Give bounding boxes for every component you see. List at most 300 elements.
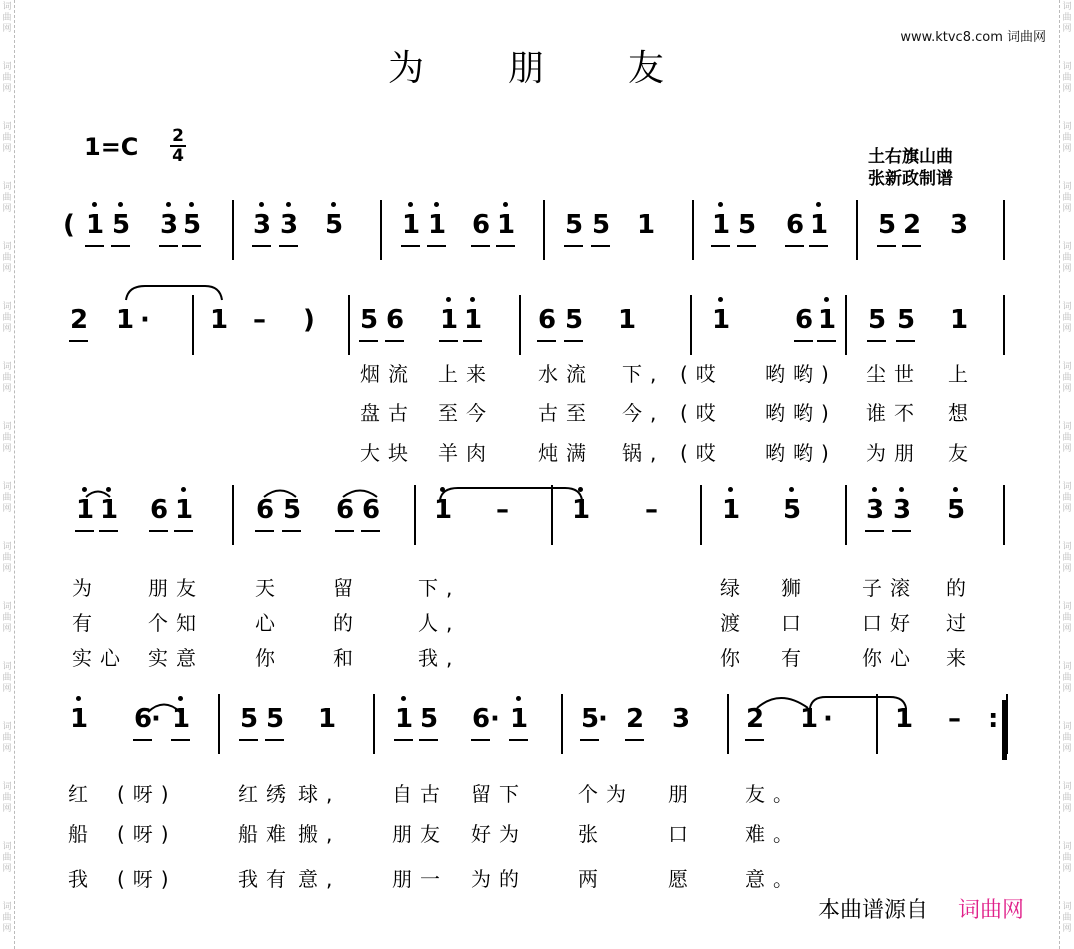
edge-watermark-label: 词 曲 网 (1062, 122, 1072, 154)
lyric-word: (哎 (680, 441, 724, 465)
lyric-word: 上来 (438, 362, 494, 386)
barline (551, 485, 553, 545)
edge-watermark-label: 词 曲 网 (1062, 302, 1072, 334)
note: 5 (565, 305, 584, 335)
high-octave-dot (718, 297, 723, 302)
note: – (645, 495, 658, 525)
song-title-char-1: 为 (388, 48, 425, 89)
barline (561, 694, 563, 754)
lyric-word: 朋友 (148, 576, 204, 600)
eighth-underline (496, 245, 515, 247)
eighth-underline (471, 245, 490, 247)
note: 3 (253, 210, 272, 240)
eighth-underline (463, 340, 482, 342)
edge-watermark-label: 词 曲 网 (2, 62, 12, 94)
note: 1 (497, 210, 516, 240)
lyric-word: 我有 (238, 867, 294, 891)
barline (845, 295, 847, 355)
note: 1 (116, 305, 135, 335)
note: 1 (712, 305, 731, 335)
note: 1 (895, 704, 914, 734)
barline (700, 485, 702, 545)
note: 6 (472, 210, 491, 240)
note: 3 (280, 210, 299, 240)
barline (690, 295, 692, 355)
lyric-word: 的 (333, 611, 361, 635)
eighth-underline (279, 245, 298, 247)
note: – (253, 305, 266, 335)
lyric-word: 朋一 (392, 867, 448, 891)
edge-watermark-label: 词 曲 网 (2, 242, 12, 274)
edge-watermark-label: 词 曲 网 (1062, 362, 1072, 394)
note: 1 (76, 495, 95, 525)
note: 5 (565, 210, 584, 240)
note: 2 (903, 210, 922, 240)
note: 5 (183, 210, 202, 240)
eighth-underline (149, 530, 168, 532)
edge-watermark-label: 词 曲 网 (2, 722, 12, 754)
lyric-word: 难。 (745, 822, 801, 846)
lyric-word: 下, (622, 362, 665, 386)
note: 1 (395, 704, 414, 734)
note: 6 (150, 495, 169, 525)
eighth-underline (591, 245, 610, 247)
high-octave-dot (516, 696, 521, 701)
note: 3 (950, 210, 969, 240)
lyric-word: 搬, (298, 822, 341, 846)
lyric-word: 为 (72, 576, 100, 600)
lyric-word: 好为 (471, 822, 527, 846)
high-octave-dot (118, 202, 123, 207)
lyric-word: 留下 (471, 782, 527, 806)
note: 3 (672, 704, 691, 734)
lyric-word: 口 (668, 822, 696, 846)
lyric-word: 的 (946, 576, 974, 600)
note: 1 (172, 704, 191, 734)
eighth-underline (537, 340, 556, 342)
eighth-underline (394, 739, 413, 741)
eighth-underline (737, 245, 756, 247)
lyric-word: 渡 (720, 611, 748, 635)
note: · (151, 704, 161, 734)
note: 1 (440, 305, 459, 335)
high-octave-dot (434, 202, 439, 207)
barline (348, 295, 350, 355)
high-octave-dot (401, 696, 406, 701)
high-octave-dot (178, 696, 183, 701)
eighth-underline (239, 739, 258, 741)
eighth-underline (809, 245, 828, 247)
barline (373, 694, 375, 754)
eighth-underline (564, 245, 583, 247)
note: 2 (70, 305, 89, 335)
note: 2 (746, 704, 765, 734)
lyric-word: 想 (948, 401, 976, 425)
eighth-underline (794, 340, 813, 342)
lyric-word: 友 (948, 441, 976, 465)
lyric-word: 哟哟) (765, 362, 837, 386)
edge-watermark-label: 词 曲 网 (1062, 782, 1072, 814)
high-octave-dot (446, 297, 451, 302)
eighth-underline (359, 340, 378, 342)
lyric-word: 留 (333, 576, 361, 600)
lyric-word: 意。 (745, 867, 801, 891)
eighth-underline (471, 739, 490, 741)
note: 1 (722, 495, 741, 525)
lyric-word: 自古 (392, 782, 448, 806)
lyric-word: 我 (68, 867, 96, 891)
note: · (490, 704, 500, 734)
final-barline (1002, 700, 1007, 760)
high-octave-dot (899, 487, 904, 492)
barline (845, 485, 847, 545)
edge-watermark-label: 词 曲 网 (1062, 62, 1072, 94)
note: 5 (868, 305, 887, 335)
note: 5 (283, 495, 302, 525)
lyric-word: 水流 (538, 362, 594, 386)
note: 5 (592, 210, 611, 240)
edge-watermark-label: 词 曲 网 (1062, 182, 1072, 214)
lyric-word: 上 (948, 362, 976, 386)
eighth-underline (419, 739, 438, 741)
lyric-word: 朋 (668, 782, 696, 806)
lyric-word: 个为 (578, 782, 634, 806)
lyric-word: 来 (946, 646, 974, 670)
edge-watermark-label: 词 曲 网 (2, 422, 12, 454)
edge-watermark-label: 词 曲 网 (1062, 662, 1072, 694)
edge-watermark-label: 词 曲 网 (1062, 542, 1072, 574)
barline (1003, 485, 1005, 545)
key-signature: 1=C (84, 133, 139, 161)
eighth-underline (892, 530, 911, 532)
lyric-word: 你心 (862, 646, 918, 670)
eighth-underline (580, 739, 599, 741)
edge-watermark-label: 词 曲 网 (2, 2, 12, 34)
note: · (823, 704, 833, 734)
barline (232, 485, 234, 545)
edge-watermark-label: 词 曲 网 (1062, 902, 1072, 934)
source-link[interactable]: 词曲网 (958, 898, 1025, 923)
note: 1 (86, 210, 105, 240)
note: 5 (325, 210, 344, 240)
lyric-word: 炖满 (538, 441, 594, 465)
lyric-word: 我, (418, 646, 461, 670)
note: 6 (386, 305, 405, 335)
eighth-underline (564, 340, 583, 342)
time-signature-numerator: 2 (172, 126, 184, 146)
lyric-word: 口 (781, 611, 809, 635)
time-signature-denominator: 4 (172, 146, 184, 166)
lyric-word: 天 (255, 576, 283, 600)
lyric-word: 心 (255, 611, 283, 635)
left-dashed-margin (0, 0, 15, 949)
high-octave-dot (106, 487, 111, 492)
high-octave-dot (189, 202, 194, 207)
lyric-word: 至今 (438, 401, 494, 425)
note: ( (63, 210, 75, 240)
barline (192, 295, 194, 355)
lyric-word: 哟哟) (765, 441, 837, 465)
eighth-underline (69, 340, 88, 342)
eighth-underline (785, 245, 804, 247)
high-octave-dot (718, 202, 723, 207)
note: 1 (572, 495, 591, 525)
arranger-credit: 张新政制谱 (868, 169, 953, 189)
website-watermark[interactable]: www.ktvc8.com 词曲网 (900, 30, 1046, 45)
note: 5 (878, 210, 897, 240)
barline (727, 694, 729, 754)
edge-watermark-label: 词 曲 网 (2, 842, 12, 874)
barline (692, 200, 694, 260)
high-octave-dot (286, 202, 291, 207)
lyric-word: 愿 (668, 867, 696, 891)
lyric-word: 子滚 (862, 576, 918, 600)
eighth-underline (902, 245, 921, 247)
edge-watermark-label: 词 曲 网 (2, 182, 12, 214)
edge-watermark-label: 词 曲 网 (1062, 602, 1072, 634)
song-title-char-3: 友 (628, 48, 665, 89)
edge-watermark-label: 词 曲 网 (2, 662, 12, 694)
lyric-word: 下, (418, 576, 461, 600)
note: 6 (538, 305, 557, 335)
lyric-word: 实意 (148, 646, 204, 670)
edge-watermark-label: 词 曲 网 (1062, 422, 1072, 454)
edge-watermark-label: 词 曲 网 (2, 302, 12, 334)
lyric-word: 烟流 (360, 362, 416, 386)
barline (232, 200, 234, 260)
note: 1 (175, 495, 194, 525)
note: 6 (472, 704, 491, 734)
tie-arc (440, 488, 582, 500)
source-label: 本曲谱源自 (818, 898, 929, 923)
lyric-word: 绿 (720, 576, 748, 600)
lyric-word: 尘世 (866, 362, 922, 386)
eighth-underline (865, 530, 884, 532)
lyric-word: 友。 (745, 782, 801, 806)
eighth-underline (265, 739, 284, 741)
high-octave-dot (824, 297, 829, 302)
barline (380, 200, 382, 260)
lyric-word: 有 (781, 646, 809, 670)
note: 5 (420, 704, 439, 734)
note: 1 (800, 704, 819, 734)
composer-credit: 土右旗山曲 (868, 147, 953, 167)
eighth-underline (745, 739, 764, 741)
eighth-underline (385, 340, 404, 342)
note: 5 (897, 305, 916, 335)
eighth-underline (439, 340, 458, 342)
barline (218, 694, 220, 754)
edge-watermark-label: 词 曲 网 (2, 482, 12, 514)
edge-watermark-label: 词 曲 网 (2, 782, 12, 814)
lyric-word: 红绣 (238, 782, 294, 806)
note: 5 (240, 704, 259, 734)
lyric-word: 船难 (238, 822, 294, 846)
lyric-word: 实心 (72, 646, 128, 670)
lyric-word: 你 (255, 646, 283, 670)
note: 1 (70, 704, 89, 734)
note: 1 (464, 305, 483, 335)
note: 2 (626, 704, 645, 734)
eighth-underline (625, 739, 644, 741)
barline (856, 200, 858, 260)
high-octave-dot (440, 487, 445, 492)
note: 1 (428, 210, 447, 240)
edge-watermark-label: 词 曲 网 (1062, 242, 1072, 274)
lyric-word: 狮 (781, 576, 809, 600)
note: 5 (738, 210, 757, 240)
high-octave-dot (728, 487, 733, 492)
note: 6 (336, 495, 355, 525)
barline (1003, 295, 1005, 355)
lyric-word: 羊肉 (438, 441, 494, 465)
lyric-word: 谁不 (866, 401, 922, 425)
eighth-underline (99, 530, 118, 532)
barline (414, 485, 416, 545)
tie-arc (126, 286, 222, 300)
lyric-word: 人, (418, 611, 461, 635)
lyric-word: 你 (720, 646, 748, 670)
eighth-underline (252, 245, 271, 247)
lyric-word: 个知 (148, 611, 204, 635)
lyric-word: (呀) (117, 822, 177, 846)
edge-watermark-label: 词 曲 网 (2, 542, 12, 574)
eighth-underline (255, 530, 274, 532)
lyric-word: 盘古 (360, 401, 416, 425)
note: : (988, 704, 999, 734)
eighth-underline (111, 245, 130, 247)
barline (876, 694, 878, 754)
lyric-word: 有 (72, 611, 100, 635)
note: 1 (637, 210, 656, 240)
high-octave-dot (953, 487, 958, 492)
note: 1 (510, 704, 529, 734)
eighth-underline (171, 739, 190, 741)
high-octave-dot (503, 202, 508, 207)
lyric-word: 为朋 (866, 441, 922, 465)
lyric-word: 红 (68, 782, 96, 806)
note: 3 (160, 210, 179, 240)
note: – (948, 704, 961, 734)
lyric-word: 古至 (538, 401, 594, 425)
note: – (496, 495, 509, 525)
lyric-word: 过 (946, 611, 974, 635)
edge-watermark-label: 词 曲 网 (1062, 722, 1072, 754)
eighth-underline (361, 530, 380, 532)
eighth-underline (182, 245, 201, 247)
high-octave-dot (92, 202, 97, 207)
high-octave-dot (166, 202, 171, 207)
high-octave-dot (816, 202, 821, 207)
barline (1003, 200, 1005, 260)
note: 1 (318, 704, 337, 734)
eighth-underline (817, 340, 836, 342)
note: 1 (434, 495, 453, 525)
edge-watermark-label: 词 曲 网 (2, 122, 12, 154)
eighth-underline (896, 340, 915, 342)
note: 1 (950, 305, 969, 335)
note: 1 (618, 305, 637, 335)
note: 1 (210, 305, 229, 335)
edge-watermark-label: 词 曲 网 (2, 902, 12, 934)
eighth-underline (159, 245, 178, 247)
eighth-underline (335, 530, 354, 532)
note: 6 (786, 210, 805, 240)
note: 1 (818, 305, 837, 335)
lyric-word: (哎 (680, 362, 724, 386)
edge-watermark-label: 词 曲 网 (2, 362, 12, 394)
edge-watermark-label: 词 曲 网 (1062, 482, 1072, 514)
high-octave-dot (470, 297, 475, 302)
lyric-word: (呀) (117, 867, 177, 891)
note: 6 (362, 495, 381, 525)
note: 1 (402, 210, 421, 240)
high-octave-dot (789, 487, 794, 492)
high-octave-dot (259, 202, 264, 207)
eighth-underline (427, 245, 446, 247)
song-title-char-2: 朋 (508, 48, 545, 89)
edge-watermark-label: 词 曲 网 (1062, 842, 1072, 874)
note: · (598, 704, 608, 734)
eighth-underline (877, 245, 896, 247)
eighth-underline (75, 530, 94, 532)
lyric-word: 船 (68, 822, 96, 846)
lyric-word: 口好 (862, 611, 918, 635)
eighth-underline (711, 245, 730, 247)
high-octave-dot (872, 487, 877, 492)
note: 3 (893, 495, 912, 525)
lyric-word: 张 (578, 822, 606, 846)
barline (543, 200, 545, 260)
high-octave-dot (181, 487, 186, 492)
high-octave-dot (408, 202, 413, 207)
eighth-underline (401, 245, 420, 247)
note: 5 (360, 305, 379, 335)
high-octave-dot (578, 487, 583, 492)
eighth-underline (174, 530, 193, 532)
lyric-word: 意, (298, 867, 341, 891)
eighth-underline (133, 739, 152, 741)
lyric-word: 朋友 (392, 822, 448, 846)
high-octave-dot (331, 202, 336, 207)
high-octave-dot (76, 696, 81, 701)
eighth-underline (282, 530, 301, 532)
note: 1 (810, 210, 829, 240)
time-signature (170, 128, 186, 164)
eighth-underline (867, 340, 886, 342)
eighth-underline (509, 739, 528, 741)
right-dashed-margin (1059, 0, 1074, 949)
lyric-word: (呀) (117, 782, 177, 806)
lyric-word: 哟哟) (765, 401, 837, 425)
note: · (140, 305, 150, 335)
lyric-word: 大块 (360, 441, 416, 465)
high-octave-dot (82, 487, 87, 492)
edge-watermark-label: 词 曲 网 (1062, 2, 1072, 34)
eighth-underline (85, 245, 104, 247)
note: 3 (866, 495, 885, 525)
lyric-word: 两 (578, 867, 606, 891)
note: 5 (581, 704, 600, 734)
note: 5 (112, 210, 131, 240)
note: 1 (100, 495, 119, 525)
edge-watermark-label: 词 曲 网 (2, 602, 12, 634)
barline (519, 295, 521, 355)
note: 1 (712, 210, 731, 240)
note: 5 (783, 495, 802, 525)
lyric-word: 和 (333, 646, 361, 670)
lyric-word: 为的 (471, 867, 527, 891)
